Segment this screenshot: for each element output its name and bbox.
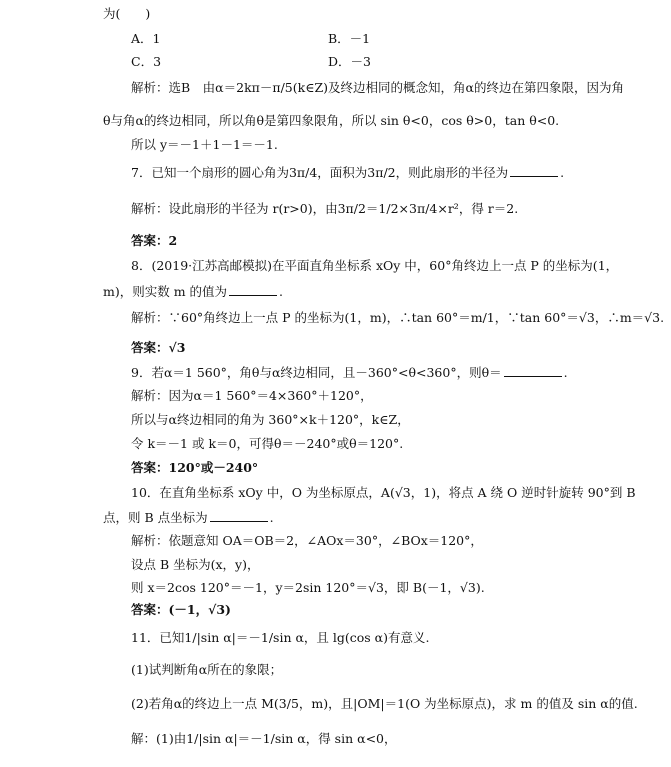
question-11-part-1: (1)试判断角α所在的象限； (131, 662, 283, 677)
question-8-line-1: 8．(2019·江苏高邮模拟)在平面直角坐标系 xOy 中，60°角终边上一点 P 的坐标为(1， (131, 258, 619, 273)
answer-7: 答案：2 (131, 233, 178, 248)
analysis-9-line-1: 解析：因为α＝1 560°＝4×360°＋120°， (131, 388, 373, 403)
analysis-10-line-3: 则 x＝2cos 120°＝－1，y＝2sin 120°＝√3，即 B(－1，√3). (131, 580, 485, 595)
question-stem-tail: 为( ) (103, 6, 151, 21)
question-9: 9．若α＝1 560°，角θ与α终边相同，且－360°<θ<360°，则θ＝ . (131, 365, 568, 380)
answer-blank (504, 364, 562, 377)
question-8-text: m)，则实数 m 的值为 (103, 284, 228, 299)
analysis-7: 解析：设此扇形的半径为 r(r>0)，由3π/2＝1/2×3π/4×r²，得 r＝2. (131, 201, 519, 216)
question-11: 11．已知1/|sin α|＝－1/sin α，且 lg(cos α)有意义. (131, 630, 430, 645)
option-b: B．－1 (328, 31, 371, 46)
analysis-10-line-1: 解析：依题意知 OA＝OB＝2，∠AOx＝30°，∠BOx＝120°， (131, 533, 483, 548)
question-8-line-2: m)，则实数 m 的值为 . (103, 284, 284, 299)
question-10-line-1: 10．在直角坐标系 xOy 中，O 为坐标原点，A(√3，1)，将点 A 绕 O 逆时针旋转 90°到 B (131, 485, 636, 500)
question-7: 7．已知一个扇形的圆心角为3π/4，面积为3π/2，则此扇形的半径为 . (131, 165, 565, 180)
question-10-text: 点，则 B 点坐标为 (103, 510, 208, 525)
analysis-8: 解析：∵60°角终边上一点 P 的坐标为(1，m)，∴tan 60°＝m/1，∵tan 60°＝√3，∴m＝√3. (131, 310, 665, 325)
analysis-10-line-2: 设点 B 坐标为(x，y)， (131, 557, 260, 572)
analysis-6-line-1: 解析：选B 由α＝2kπ－π/5(k∈Z)及终边相同的概念知，角α的终边在第四象限，因为角 (131, 80, 624, 95)
option-d: D．－3 (328, 54, 371, 69)
question-9-text: 9．若α＝1 560°，角θ与α终边相同，且－360°<θ<360°，则θ＝ (131, 365, 502, 380)
solution-11-line-1: 解：(1)由1/|sin α|＝－1/sin α，得 sin α<0， (131, 731, 397, 746)
analysis-6-line-3: 所以 y＝－1＋1－1＝－1. (131, 137, 278, 152)
option-c: C．3 (131, 54, 162, 69)
analysis-6-line-2: θ与角α的终边相同，所以角θ是第四象限角，所以 sin θ<0，cos θ>0，tan θ<0. (103, 113, 560, 128)
question-7-text: 7．已知一个扇形的圆心角为3π/4，面积为3π/2，则此扇形的半径为 (131, 165, 509, 180)
analysis-9-line-2: 所以与α终边相同的角为 360°×k＋120°，k∈Z， (131, 412, 410, 427)
option-a: A．1 (131, 31, 161, 46)
question-10-line-2: 点，则 B 点坐标为 . (103, 510, 274, 525)
question-11-part-2: (2)若角α的终边上一点 M(3/5，m)，且|OM|＝1(O 为坐标原点)，求 m 的值及 sin α的值. (131, 696, 638, 711)
answer-10: 答案：(－1，√3) (131, 602, 231, 617)
answer-blank (510, 164, 558, 177)
answer-blank (229, 283, 277, 296)
answer-8: 答案：√3 (131, 340, 186, 355)
answer-9: 答案：120°或－240° (131, 460, 259, 475)
answer-blank (210, 509, 268, 522)
analysis-9-line-3: 令 k＝－1 或 k＝0，可得θ＝－240°或θ＝120°. (131, 436, 404, 451)
